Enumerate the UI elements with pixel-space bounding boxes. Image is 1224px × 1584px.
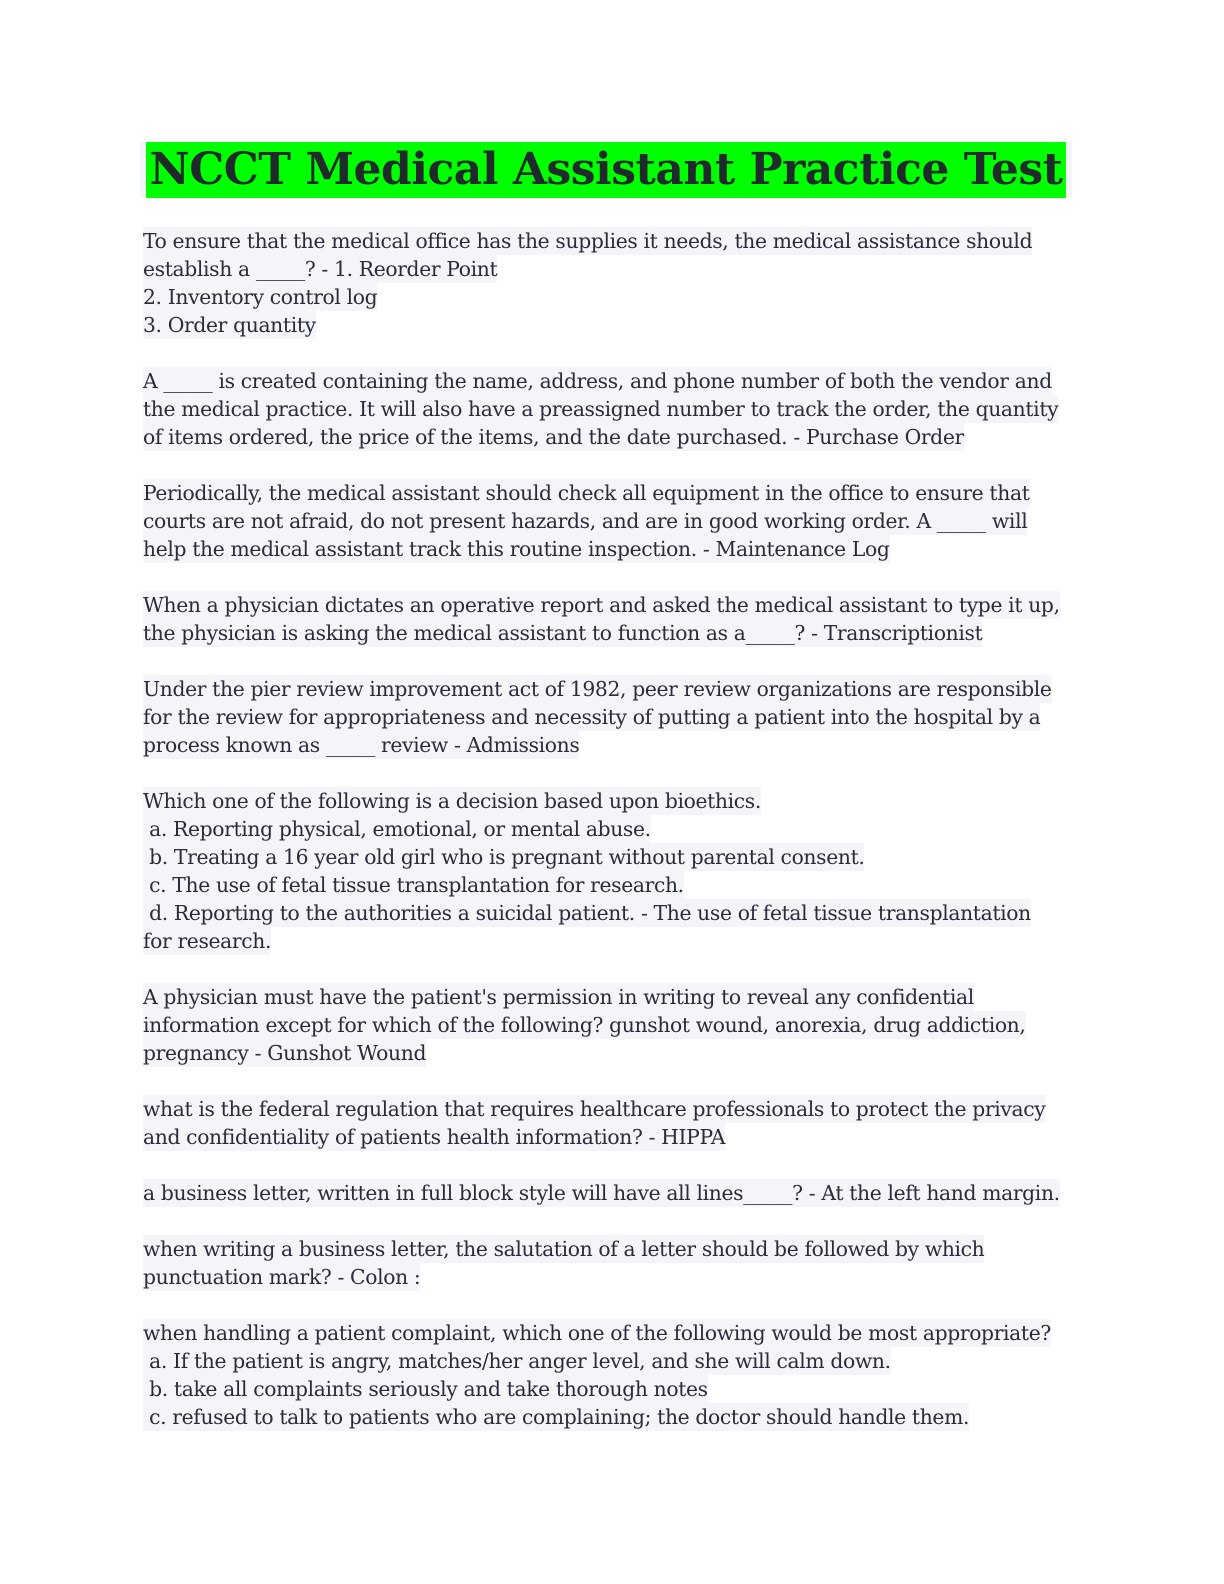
paragraph-gap [143, 1151, 1083, 1179]
qa-item [143, 675, 1083, 759]
text-line: c. The use of fetal tissue transplantation for research. [143, 873, 684, 897]
text-line: b. Treating a 16 year old girl who is pregnant without parental consent. [143, 845, 865, 869]
text-line: help the medical assistant track this routine inspection. - Maintenance Log [143, 537, 890, 561]
text-line: the physician is asking the medical assistant to function as a_____? - Transcriptionist [143, 621, 983, 645]
text-line: c. refused to talk to patients who are complaining; the doctor should handle them. [143, 1405, 970, 1429]
qa-item [143, 983, 1083, 1067]
qa-item [143, 1095, 1083, 1151]
text-line: the medical practice. It will also have a preassigned number to track the order, the quantity [143, 397, 1059, 421]
text-line: d. Reporting to the authorities a suicidal patient. - The use of fetal tissue transplantation [143, 901, 1031, 925]
paragraph-gap [143, 1067, 1083, 1095]
text-line: Periodically, the medical assistant should check all equipment in the office to ensure that [143, 481, 1030, 505]
text-line: establish a _____? - 1. Reorder Point [143, 257, 498, 281]
title-band [140, 142, 1072, 198]
text-line: when handling a patient complaint, which one of the following would be most appropriate? [143, 1321, 1051, 1345]
text-line: for research. [143, 929, 272, 953]
paragraph-gap [143, 1207, 1083, 1235]
text-line: Under the pier review improvement act of 1982, peer review organizations are responsible [143, 677, 1052, 701]
qa-list [143, 227, 1083, 1431]
paragraph-gap [143, 955, 1083, 983]
text-line: a. Reporting physical, emotional, or mental abuse. [143, 817, 651, 841]
qa-item [143, 591, 1083, 647]
qa-item [143, 367, 1083, 451]
text-line: b. take all complaints seriously and take thorough notes [143, 1377, 708, 1401]
qa-item [143, 227, 1083, 339]
text-line: A physician must have the patient's permission in writing to reveal any confidential [143, 985, 974, 1009]
paragraph-gap [143, 339, 1083, 367]
text-line: A _____ is created containing the name, address, and phone number of both the vendor and [143, 369, 1052, 393]
qa-item [143, 787, 1083, 955]
paragraph-gap [143, 451, 1083, 479]
text-line: information except for which of the following? gunshot wound, anorexia, drug addiction, [143, 1013, 1026, 1037]
paragraph-gap [143, 647, 1083, 675]
text-line: When a physician dictates an operative report and asked the medical assistant to type it up, [143, 593, 1060, 617]
qa-item [143, 1179, 1083, 1207]
text-line: process known as _____ review - Admissions [143, 733, 580, 757]
qa-item [143, 1319, 1083, 1431]
qa-item [143, 1235, 1083, 1291]
text-line: a. If the patient is angry, matches/her anger level, and she will calm down. [143, 1349, 891, 1373]
text-line: To ensure that the medical office has the supplies it needs, the medical assistance should [143, 229, 1033, 253]
text-line: 3. Order quantity [143, 313, 316, 337]
page-title: NCCT Medical Assistant Practice Test [146, 142, 1067, 198]
paragraph-gap [143, 759, 1083, 787]
text-line: when writing a business letter, the salutation of a letter should be followed by which [143, 1237, 985, 1261]
text-line: for the review for appropriateness and necessity of putting a patient into the hospital by a [143, 705, 1041, 729]
text-line: and confidentiality of patients health information? - HIPPA [143, 1125, 726, 1149]
paragraph-gap [143, 1291, 1083, 1319]
text-line: what is the federal regulation that requires healthcare professionals to protect the privacy [143, 1097, 1046, 1121]
text-line: pregnancy - Gunshot Wound [143, 1041, 427, 1065]
text-line: of items ordered, the price of the items, and the date purchased. - Purchase Order [143, 425, 964, 449]
text-line: 2. Inventory control log [143, 285, 378, 309]
text-line: punctuation mark? - Colon : [143, 1265, 421, 1289]
text-line: courts are not afraid, do not present hazards, and are in good working order. A _____ will [143, 509, 1028, 533]
qa-item [143, 479, 1083, 563]
paragraph-gap [143, 563, 1083, 591]
text-line: a business letter, written in full block style will have all lines_____? - At the left hand margin. [143, 1181, 1060, 1205]
text-line: Which one of the following is a decision based upon bioethics. [143, 789, 761, 813]
